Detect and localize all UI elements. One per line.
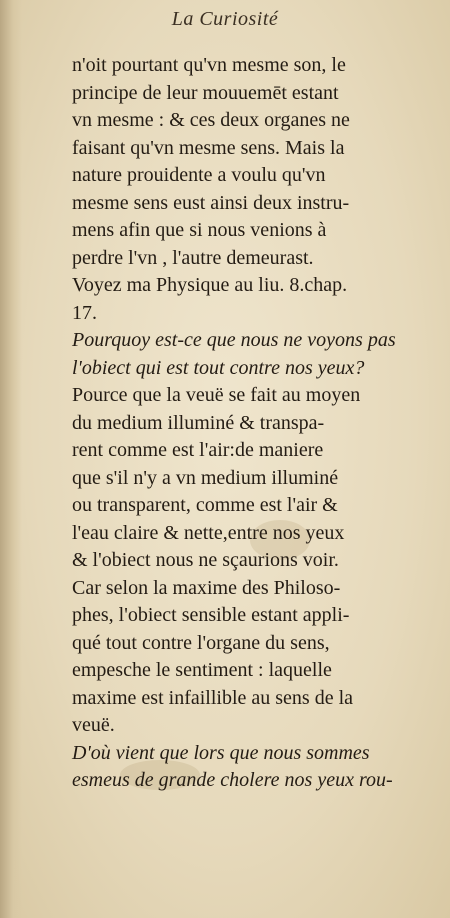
text-line: mesme sens eust ainsi deux instru- xyxy=(72,191,350,214)
question-line: Pourquoy est-ce que nous ne voyons pas xyxy=(72,329,396,351)
text-line: faisant qu'vn mesme sens. Mais la xyxy=(72,136,345,159)
body-text xyxy=(72,52,432,795)
question-line: esmeus de grande cholere nos yeux rou- xyxy=(72,769,393,791)
text-line: principe de leur mouuemēt estant xyxy=(72,81,339,104)
text-line: nature prouidente a voulu qu'vn xyxy=(72,164,326,186)
text-line: Car selon la maxime des Philoso- xyxy=(72,576,341,599)
text-line: & l'obiect nous ne sçaurions voir. xyxy=(72,549,339,571)
text-line: vn mesme : & ces deux organes ne xyxy=(72,109,350,131)
page-gutter-shadow xyxy=(0,0,22,918)
text-line: empesche le sentiment : laquelle xyxy=(72,659,332,681)
text-line: que s'il n'y a vn medium illuminé xyxy=(72,466,339,489)
text-line: du medium illuminé & transpa- xyxy=(72,411,325,434)
text-line: Voyez ma Physique au liu. 8.chap. xyxy=(72,274,348,296)
text-line: rent comme est l'air:de maniere xyxy=(72,439,324,461)
text-line: veuë. xyxy=(72,714,115,736)
text-line: phes, l'obiect sensible estant appli- xyxy=(72,604,350,626)
text-line: l'eau claire & nette,entre nos yeux xyxy=(72,521,345,544)
text-line: Pource que la veuë se fait au moyen xyxy=(72,384,361,406)
text-line: n'oit pourtant qu'vn mesme son, le xyxy=(72,54,346,76)
question-line: l'obiect qui est tout contre nos yeux? xyxy=(72,356,365,379)
question-line: D'où vient que lors que nous sommes xyxy=(72,741,370,764)
text-line: perdre l'vn , l'autre demeurast. xyxy=(72,246,314,269)
running-header: La Curiosité xyxy=(171,8,279,30)
text-line: 17. xyxy=(72,301,97,324)
text-line: qué tout contre l'organe du sens, xyxy=(72,631,330,654)
text-line: mens afin que si nous venions à xyxy=(72,219,327,241)
text-line: ou transparent, comme est l'air & xyxy=(72,494,338,516)
text-line: maxime est infaillible au sens de la xyxy=(72,686,354,709)
